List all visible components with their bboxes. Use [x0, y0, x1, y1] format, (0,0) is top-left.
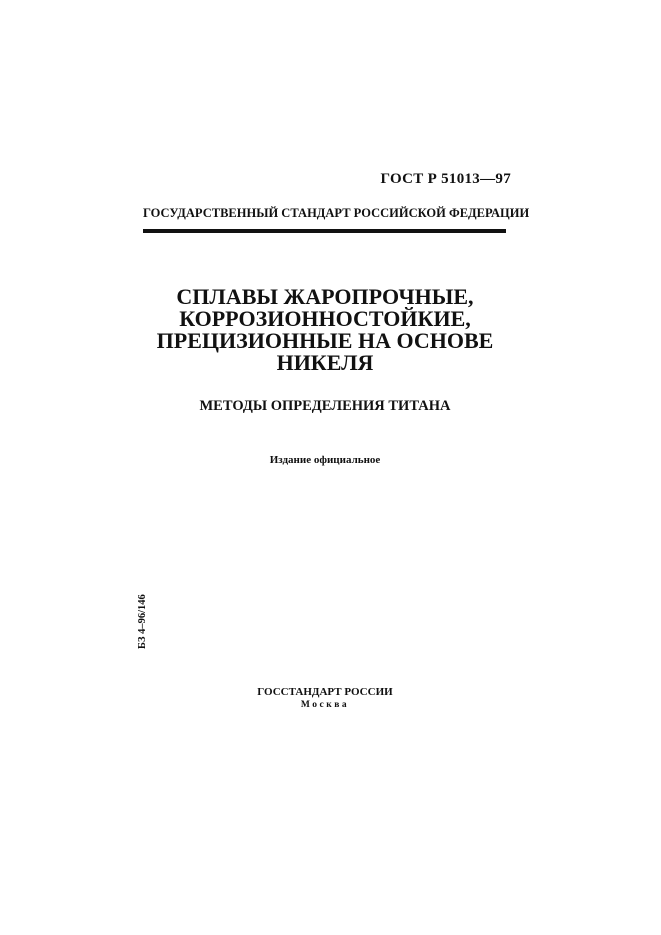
publication-city: Москва: [300, 700, 350, 710]
title-line-2: КОРРОЗИОННОСТОЙКИЕ,: [179, 306, 471, 331]
side-catalog-code: БЗ 4–96/146: [137, 594, 148, 649]
document-subtitle: МЕТОДЫ ОПРЕДЕЛЕНИЯ ТИТАНА: [199, 398, 451, 414]
title-line-4: НИКЕЛЯ: [276, 350, 374, 375]
edition-note: Издание официальное: [269, 454, 381, 466]
title-line-3: ПРЕЦИЗИОННЫЕ НА ОСНОВЕ: [156, 328, 494, 353]
document-title: [140, 286, 510, 374]
state-standard-heading: ГОСУДАРСТВЕННЫЙ СТАНДАРТ РОССИЙСКОЙ ФЕДЕРАЦИИ: [143, 206, 530, 220]
publisher: ГОССТАНДАРТ РОССИИ: [257, 686, 393, 698]
gost-number: ГОСТ Р 51013—97: [380, 171, 511, 187]
title-line-1: СПЛАВЫ ЖАРОПРОЧНЫЕ,: [176, 284, 474, 309]
header-divider: [143, 229, 506, 233]
